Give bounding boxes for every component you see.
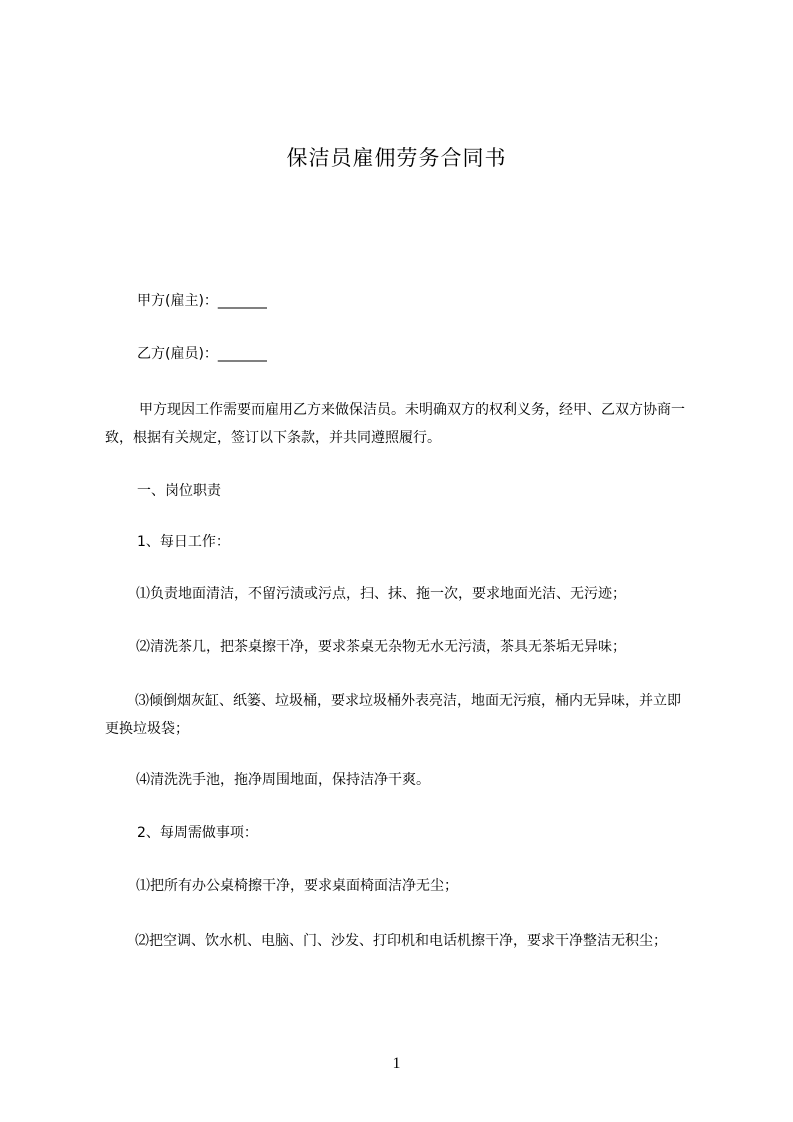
weekly-item-1: ⑴把所有办公桌椅擦干净，要求桌面椅面洁净无尘； [136, 878, 458, 894]
party-b-line: 乙方(雇员)：_______ [137, 346, 267, 362]
daily-item-2: ⑵清洗茶几，把茶桌擦干净，要求茶桌无杂物无水无污渍，茶具无茶垢无异味； [136, 639, 626, 655]
daily-item-1: ⑴负责地面清洁，不留污渍或污点，扫、抹、拖一次，要求地面光洁、无污迹； [136, 586, 626, 602]
document-title: 保洁员雇佣劳务合同书 [286, 146, 507, 170]
daily-item-3: ⑶倾倒烟灰缸、纸篓、垃圾桶，要求垃圾桶外表亮洁，地面无污痕，桶内无异味，并立即更换垃圾袋； [105, 693, 681, 737]
page-number: 1 [392, 1055, 401, 1072]
daily-item-4: ⑷清洗洗手池，拖净周围地面，保持洁净干爽。 [136, 772, 430, 788]
party-a-line: 甲方(雇主)：_______ [137, 293, 267, 309]
section-one-heading: 一、岗位职责 [137, 483, 221, 499]
weekly-item-2: ⑵把空调、饮水机、电脑、门、沙发、打印机和电话机擦干净，要求干净整洁无积尘； [135, 933, 667, 949]
daily-work-heading: 1、每日工作： [137, 534, 230, 550]
intro-paragraph: 甲方现因工作需要而雇用乙方来做保洁员。未明确双方的权利义务，经甲、乙双方协商一致，根据有关规定，签订以下条款，并共同遵照履行。 [105, 402, 685, 446]
weekly-work-heading: 2、每周需做事项： [137, 825, 258, 841]
